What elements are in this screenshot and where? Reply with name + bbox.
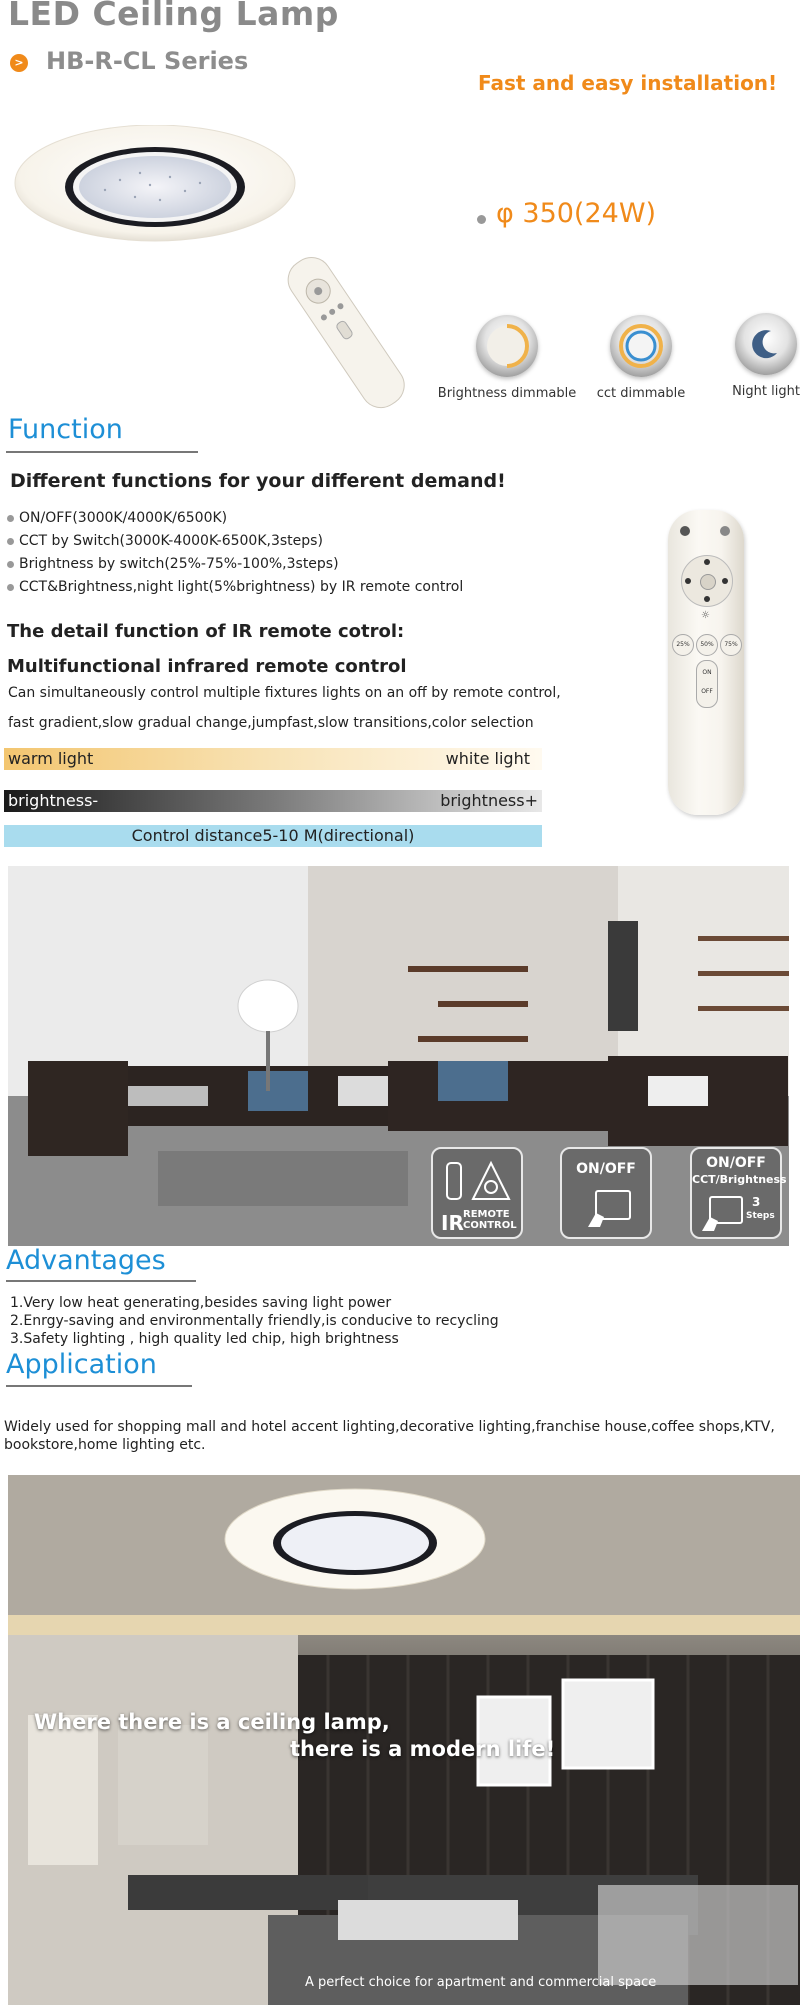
ceiling-lamp-image <box>220 1487 490 1592</box>
brightness-gradient-bar <box>4 790 542 812</box>
mode-label-brightness: Brightness dimmable <box>437 386 577 401</box>
control-distance-bar <box>4 825 542 847</box>
ir-badge-remote: REMOTE <box>463 1209 510 1220</box>
remote-top-button-icon <box>720 526 730 536</box>
cct-dial-icon <box>610 315 672 377</box>
white-light-label: white light <box>445 749 530 768</box>
function-bullet: Brightness by switch(25%-75%-100%,3steps) <box>7 553 607 576</box>
function-bullet: ON/OFF(3000K/4000K/6500K) <box>7 507 607 530</box>
ir-remote-badge <box>431 1147 523 1239</box>
advantages-list <box>10 1294 650 1348</box>
mode-label-night: Night light <box>732 384 800 399</box>
cct-brightness-badge <box>690 1147 787 1239</box>
slogan-line2: there is a modern life! <box>290 1737 556 1761</box>
size-bullet <box>477 215 486 224</box>
ceiling-lamp-image <box>10 125 300 250</box>
application-text: Widely used for shopping mall and hotel accent lighting,decorative lighting,franchise house,coffee shops,KTV, bookstore,home lighting etc. <box>4 1419 775 1453</box>
function-underline <box>6 451 198 453</box>
function-subheading: Different functions for your different demand! <box>10 470 506 492</box>
remote-button-50[interactable]: 50% <box>696 634 718 656</box>
wall-switch-icon <box>698 1193 746 1233</box>
series-name: HB-R-CL Series <box>46 47 249 75</box>
ir-description-line2: fast gradient,slow gradual change,jumpfast,slow transitions,color selection <box>8 715 534 731</box>
advantages-heading: Advantages <box>6 1245 166 1276</box>
remote-night-button-icon <box>680 526 690 536</box>
advantage-item: 1.Very low heat generating,besides saving light power <box>10 1295 392 1311</box>
remote-control-image <box>272 252 422 412</box>
ir-badge-big: IR <box>441 1211 464 1235</box>
moon-icon <box>735 313 797 375</box>
advantage-item: 2.Enrgy-saving and environmentally friendly,is conducive to recycling <box>10 1313 499 1329</box>
advantage-item: 3.Safety lighting , high quality led chip, high brightness <box>10 1331 399 1347</box>
tagline: Fast and easy installation! <box>478 71 778 95</box>
page-title: LED Ceiling Lamp <box>8 0 339 33</box>
function-bullet: CCT&Brightness,night light(5%brightness) by IR remote control <box>7 576 607 599</box>
size-spec: φ 350(24W) <box>496 198 657 229</box>
remote-button-on[interactable]: ON <box>702 669 712 676</box>
remote-button-off[interactable]: OFF <box>701 688 713 695</box>
cct-gradient-bar <box>4 748 542 770</box>
living-room-photo <box>8 866 789 1246</box>
remote-control-large <box>668 510 744 815</box>
ir-subheading: Multifunctional infrared remote control <box>7 656 407 677</box>
application-underline <box>6 1385 192 1387</box>
remote-signal-icon <box>443 1157 513 1207</box>
cct-badge-label: CCT/Brightness <box>692 1173 787 1186</box>
remote-dpad <box>681 555 733 607</box>
remote-button-25[interactable]: 25% <box>672 634 694 656</box>
application-heading: Application <box>6 1349 157 1380</box>
advantages-underline <box>6 1280 196 1282</box>
steps-number: 3 <box>752 1195 761 1209</box>
slogan-line1: Where there is a ceiling lamp, <box>34 1710 390 1734</box>
wall-switch-icon <box>582 1187 634 1229</box>
remote-onoff-rocker <box>696 660 718 708</box>
cct-badge-onoff: ON/OFF <box>706 1155 766 1171</box>
steps-label: Steps <box>746 1211 775 1221</box>
photo-caption: A perfect choice for apartment and commercial space <box>305 1975 657 1990</box>
warm-light-label: warm light <box>8 749 94 768</box>
function-bullet-list <box>7 507 607 599</box>
remote-button-75[interactable]: 75% <box>720 634 742 656</box>
brightness-dial-icon <box>476 315 538 377</box>
function-heading: Function <box>8 414 123 445</box>
brightness-minus-label: brightness- <box>8 791 99 810</box>
control-distance-label: Control distance5-10 M(directional) <box>131 826 415 845</box>
ir-badge-control: CONTROL <box>463 1220 517 1231</box>
mode-label-cct: cct dimmable <box>596 386 686 401</box>
bedroom-living-photo <box>8 1475 800 2005</box>
onoff-badge <box>560 1147 652 1239</box>
onoff-badge-label: ON/OFF <box>576 1161 636 1177</box>
ir-description-line1: Can simultaneously control multiple fixtures lights on an off by remote control, <box>8 685 561 701</box>
function-bullet: CCT by Switch(3000K-4000K-6500K,3steps) <box>7 530 607 553</box>
brightness-plus-label: brightness+ <box>440 791 538 810</box>
series-bullet-icon: > <box>10 54 28 72</box>
remote-sun-icon: ☼ <box>701 610 710 621</box>
ir-heading: The detail function of IR remote cotrol: <box>7 621 405 642</box>
